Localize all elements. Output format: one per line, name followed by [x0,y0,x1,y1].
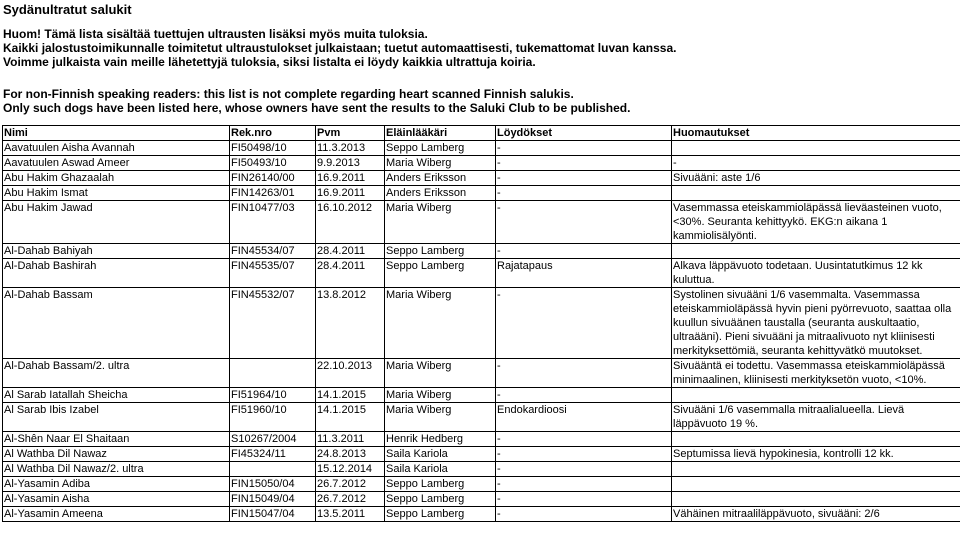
cell-findings: - [496,156,672,171]
cell-veterinarian: Maria Wiberg [385,388,496,403]
cell-name: Al Wathba Dil Nawaz/2. ultra [3,462,230,477]
cell-findings: - [496,447,672,462]
cell-veterinarian: Seppo Lamberg [385,477,496,492]
cell-remarks: Vasemmassa eteiskammioläpässä lieväasteinen vuoto, <30%. Seuranta kehittyykö. EKG:n aikana 1 kammiolisälyönti. [672,201,960,244]
cell-registration-number: FI51960/10 [230,403,316,432]
cell-remarks [672,477,960,492]
header-name: Nimi [3,126,230,141]
table-row [3,186,960,201]
cell-veterinarian: Anders Eriksson [385,171,496,186]
cell-registration-number [230,462,316,477]
cell-findings: - [496,432,672,447]
table-row [3,201,960,244]
header-veterinarian: Eläinlääkäri [385,126,496,141]
cell-name: Al-Shên Naar El Shaitaan [3,432,230,447]
header-registration-number: Rek.nro [230,126,316,141]
header-remarks: Huomautukset [672,126,960,141]
cell-date: 13.5.2011 [316,507,385,522]
cell-veterinarian: Saila Kariola [385,447,496,462]
table-row [3,244,960,259]
cell-name: Al-Yasamin Aisha [3,492,230,507]
cell-findings: - [496,141,672,156]
cell-name: Al Sarab Ibis Izabel [3,403,230,432]
intro-line-fi-3: Voimme julkaista vain meille lähetettyjä tuloksia, siksi listalta ei löydy kaikkia ultrattuja koiria. [3,55,536,69]
cell-findings: - [496,186,672,201]
intro-line-fi-2: Kaikki jalostustoimikunnalle toimitetut ultraustulokset julkaistaan; tuetut automaattisesti, tukemattomat luvan kanssa. [3,41,677,55]
header-findings: Löydökset [496,126,672,141]
table-row [3,447,960,462]
cell-remarks: Sivuääni: aste 1/6 [672,171,960,186]
table-row [3,171,960,186]
cell-remarks [672,186,960,201]
cell-registration-number: FIN14263/01 [230,186,316,201]
cell-date: 11.3.2013 [316,141,385,156]
cell-findings: - [496,507,672,522]
table-row [3,507,960,522]
table-row [3,141,960,156]
cell-date: 14.1.2015 [316,403,385,432]
cell-remarks: Vähäinen mitraaliläppävuoto, sivuääni: 2/6 [672,507,960,522]
cell-name: Aavatuulen Aswad Ameer [3,156,230,171]
cell-date: 24.8.2013 [316,447,385,462]
cell-date: 28.4.2011 [316,259,385,288]
table-header-row [3,126,960,141]
table-row [3,462,960,477]
cell-findings: - [496,492,672,507]
cell-name: Aavatuulen Aisha Avannah [3,141,230,156]
cell-registration-number: S10267/2004 [230,432,316,447]
table-row [3,359,960,388]
cell-findings: - [496,171,672,186]
cell-registration-number: FIN10477/03 [230,201,316,244]
cell-name: Al Wathba Dil Nawaz [3,447,230,462]
cell-remarks [672,388,960,403]
results-table [2,125,960,522]
cell-veterinarian: Seppo Lamberg [385,492,496,507]
cell-name: Al-Dahab Bashirah [3,259,230,288]
cell-date: 22.10.2013 [316,359,385,388]
cell-findings: - [496,388,672,403]
cell-date: 11.3.2011 [316,432,385,447]
cell-remarks [672,141,960,156]
page-title: Sydänultratut salukit [3,2,132,17]
cell-date: 16.10.2012 [316,201,385,244]
cell-name: Abu Hakim Jawad [3,201,230,244]
cell-name: Abu Hakim Ismat [3,186,230,201]
table-body [3,141,960,522]
cell-date: 13.8.2012 [316,288,385,359]
cell-name: Al-Yasamin Ameena [3,507,230,522]
cell-findings: - [496,244,672,259]
cell-registration-number [230,359,316,388]
results-table-wrapper [2,125,960,522]
cell-remarks: Alkava läppävuoto todetaan. Uusintatutkimus 12 kk kuluttua. [672,259,960,288]
cell-remarks: - [672,156,960,171]
cell-veterinarian: Maria Wiberg [385,359,496,388]
cell-veterinarian: Maria Wiberg [385,403,496,432]
cell-remarks [672,244,960,259]
cell-registration-number: FIN26140/00 [230,171,316,186]
cell-registration-number: FI50493/10 [230,156,316,171]
cell-registration-number: FI50498/10 [230,141,316,156]
cell-name: Al-Dahab Bahiyah [3,244,230,259]
cell-veterinarian: Anders Eriksson [385,186,496,201]
cell-date: 28.4.2011 [316,244,385,259]
cell-date: 26.7.2012 [316,477,385,492]
cell-veterinarian: Maria Wiberg [385,288,496,359]
cell-veterinarian: Seppo Lamberg [385,141,496,156]
cell-veterinarian: Maria Wiberg [385,201,496,244]
table-row [3,156,960,171]
cell-registration-number: FI51964/10 [230,388,316,403]
table-row [3,403,960,432]
table-row [3,432,960,447]
table-row [3,259,960,288]
cell-findings: - [496,477,672,492]
cell-veterinarian: Seppo Lamberg [385,259,496,288]
cell-remarks [672,432,960,447]
cell-name: Al-Yasamin Adiba [3,477,230,492]
table-row [3,492,960,507]
cell-date: 26.7.2012 [316,492,385,507]
table-row [3,477,960,492]
cell-findings: Endokardioosi [496,403,672,432]
intro-spacer [3,69,953,87]
cell-findings: - [496,462,672,477]
cell-name: Al-Dahab Bassam [3,288,230,359]
cell-veterinarian: Saila Kariola [385,462,496,477]
cell-remarks [672,462,960,477]
cell-remarks: Sivuääni 1/6 vasemmalla mitraalialueella. Lievä läppävuoto 19 %. [672,403,960,432]
cell-veterinarian: Seppo Lamberg [385,244,496,259]
intro-line-fi-1: Huom! Tämä lista sisältää tuettujen ultrausten lisäksi myös muita tuloksia. [3,27,428,41]
cell-remarks [672,492,960,507]
cell-date: 14.1.2015 [316,388,385,403]
cell-findings: - [496,288,672,359]
cell-name: Al Sarab Iatallah Sheicha [3,388,230,403]
intro-line-en-2: Only such dogs have been listed here, whose owners have sent the results to the Saluki Club to be published. [3,101,631,115]
cell-findings: - [496,359,672,388]
cell-registration-number: FIN15050/04 [230,477,316,492]
table-row [3,288,960,359]
cell-registration-number: FIN15047/04 [230,507,316,522]
cell-date: 16.9.2011 [316,171,385,186]
cell-name: Abu Hakim Ghazaalah [3,171,230,186]
cell-registration-number: FIN45534/07 [230,244,316,259]
cell-veterinarian: Maria Wiberg [385,156,496,171]
intro-line-en-1: For non-Finnish speaking readers: this list is not complete regarding heart scanned Finnish salukis. [3,87,574,101]
cell-findings: Rajatapaus [496,259,672,288]
cell-registration-number: FIN15049/04 [230,492,316,507]
cell-date: 15.12.2014 [316,462,385,477]
cell-registration-number: FIN45532/07 [230,288,316,359]
cell-findings: - [496,201,672,244]
cell-remarks: Septumissa lievä hypokinesia, kontrolli 12 kk. [672,447,960,462]
intro-text [3,27,953,115]
cell-date: 9.9.2013 [316,156,385,171]
table-row [3,388,960,403]
header-date: Pvm [316,126,385,141]
cell-name: Al-Dahab Bassam/2. ultra [3,359,230,388]
cell-veterinarian: Seppo Lamberg [385,507,496,522]
cell-registration-number: FIN45535/07 [230,259,316,288]
cell-remarks: Systolinen sivuääni 1/6 vasemmalta. Vasemmassa eteiskammioläpässä hyvin pieni pyörrevuoto, saattaa olla kuullun sivuäänen taustalla (seuranta auskultaatio, ultraääni). Pieni sivuääni ja mitraalivuoto nyt kliinisesti merkityksettömiä, seuranta kehittyvätkö muutokset. [672,288,960,359]
cell-veterinarian: Henrik Hedberg [385,432,496,447]
cell-remarks: Sivuääntä ei todettu. Vasemmassa eteiskammioläpässä minimaalinen, kliinisesti merkityksetön vuoto, <10%. [672,359,960,388]
cell-date: 16.9.2011 [316,186,385,201]
cell-registration-number: FI45324/11 [230,447,316,462]
